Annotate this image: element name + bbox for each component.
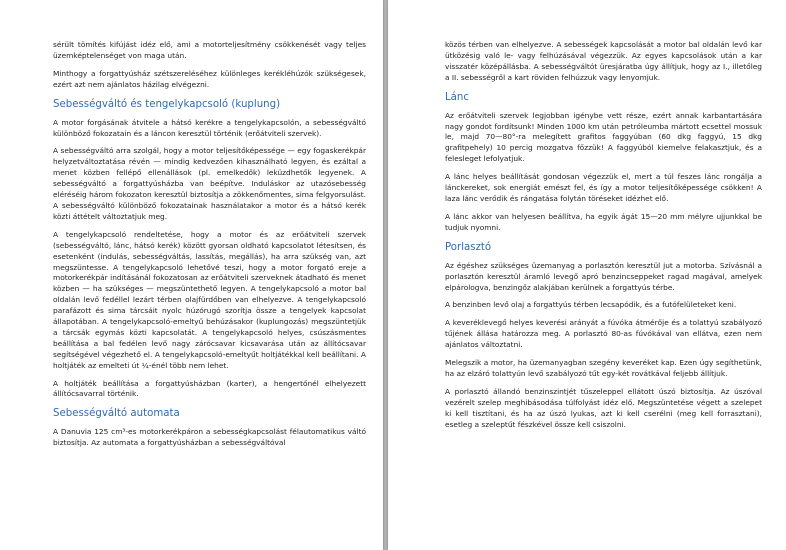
left-page xyxy=(0,0,383,550)
paragraph: A Danuvia 125 cm³-es motorkerékpáron a sebességkapcsolást félautomatikus váltó biztosítja. Az automata a forgattyúsházban a sebességváltóval xyxy=(53,427,366,448)
left-page-content xyxy=(53,40,366,456)
paragraph: A sebességváltó arra szolgál, hogy a motor teljesítőképessége — egy fogaskerékpár helyzetváltoztatása révén — mindig kedvezően kihasználható legyen, és ezáltal a menet közben fellépő ellenállások (pl. emelkedők) leküzdhetők legyenek. A sebességváltó a forgattyúsházba van beépítve. Induláskor az utazósebesség eléréséig három fokozaton keresztül biztosítja a zökkenőmentes, sima felgyorsulást. A sebességváltó különböző fokozatainak használatakor a motor és a hátsó kerék közti áttételt változtatjuk meg. xyxy=(53,146,366,221)
paragraph: közös térben van elhelyezve. A sebességek kapcsolását a motor bal oldalán levő kar ütközésig való le- vagy felhúzásával végezzük. Az egyes kapcsolások után a kar visszatér középállásba. A sebességváltót üresjáratba úgy állítjuk, hogy az I., illetőleg a II. sebességről a kart röviden felhúzzuk vagy lenyomjuk. xyxy=(445,40,762,82)
paragraph: sérült tömítés kifújást idéz elő, ami a motorteljesítmény csökkenését vagy teljes üzemképtelenséget von maga után. xyxy=(53,40,366,60)
section-heading: Lánc xyxy=(445,91,469,103)
paragraph: A benzinben levő olaj a forgattyús térben lecsapódik, és a futófelületeket keni. xyxy=(445,300,737,310)
paragraph: A keveréklevegő helyes keverési arányát a fúvóka átmérője és a tolattyú szabályozó tűjének állása határozza meg. A porlasztó 80-as fúvókával van ellátva, ezen nem ajánlatos változtatni. xyxy=(445,318,762,350)
section-heading: Sebességváltó automata xyxy=(53,408,180,420)
paragraph: A porlasztó állandó benzinszintjét tűszeleppel ellátott úszó biztosítja. Az úszóval vezérelt szelep meghibásodása túlfolyást idéz elő. Megszüntetése végett a szelepet ki kell tisztítani, és ha az úszó lyukas, azt ki kell cserélni (meg kell forrasztani), esetleg a szeleptűt fészkével össze kell csiszolni. xyxy=(445,386,762,429)
paragraph: Melegszik a motor, ha üzemanyagban szegény keveréket kap. Ezen úgy segíthetünk, ha az elzáró tolattyún levő szabályozó tűt egy-két rovátkával feljebb állítjuk. xyxy=(445,358,762,378)
paragraph: A motor forgásának átvitele a hátsó kerékre a tengelykapcsolón, a sebességváltó különböző fokozatain és a láncon keresztül történik (erőátviteli szervek). xyxy=(53,117,366,138)
paragraph: A lánc helyes beállítását gondosan végezzük el, mert a túl feszes lánc rongálja a lánckereket, sok energiát emészt fel, és így a motor teljesítőképessége csökken! A laza lánc verődik és rángatása folytán töréseket idézhet elő. xyxy=(445,172,762,203)
right-page xyxy=(388,0,786,550)
paragraph: A lánc akkor van helyesen beállítva, ha egyik ágát 15—20 mm mélyre ujjunkkal be tudjuk nyomni. xyxy=(445,211,762,232)
paragraph: A tengelykapcsoló rendeltetése, hogy a motor és az erőátviteli szervek (sebességváltó, lánc, hátsó kerék) között gyorsan oldható kapcsolatot létesítsen, és esetenként (indulás, sebességváltás, lassítás, megállás), ha arra szükség van, azt megszüntesse. A tengelykapcsoló lehetővé teszi, hogy a motor forgató ereje a motorkerékpár indításánál fokozatosan az erőátviteli szerveknek átadható és menet közben — ha szükséges — megszüntethető legyen. A tengelykapcsoló a motor bal oldalán levő fedéllel lezárt térben olajfürdőben van elhelyezve. A tengelykapcsoló parafázott és sima tárcsáit nyolc húzórugó szorítja össze a tengelyek kapcsolat állapotában. A tengelykapcsoló-emeltyű behúzásakor (kuplungozás) megszüntetjük a tárcsák egymás közti kapcsolatát. A tengelykapcsoló helyes, csúszásmentes beállítása a bal fedélen levő nagy zárócsavar kicsavarása után az állítócsavar segítségével végezhető el. A tengelykapcsoló-emeltyűt holtjátékkal kell beállítani. A holtjáték az emelteti út ¼-énél több nem lehet. xyxy=(53,229,366,370)
paragraph: Az égéshez szükséges üzemanyag a porlasztón keresztül jut a motorba. Szívásnál a porlasztón keresztül áramló levegő apró benzincseppeket ragad magával, amelyek elpárologva, benzingőz alakjában kerülnek a forgattyús térbe. xyxy=(445,260,762,292)
section-heading: Porlasztó xyxy=(445,241,492,253)
paragraph: A holtjáték beállítása a forgattyúsházban (karter), a hengertőnél elhelyezett állítócsavarral történik. xyxy=(53,378,366,399)
paragraph: Minthogy a forgattyúsház szétszereléséhez különleges kerékléhúzók szükségesek, ezért azt nem ajánlatos házilag elvégezni. xyxy=(53,68,366,89)
paragraph: Az erőátviteli szervek legjobban igénybe vett része, ezért annak karbantartására nagy gondot fordítsunk! Minden 1000 km után petróleumba mártott ecsettel mossuk le, majd 70—80°-ra melegített grafitos faggyúban (60 dkg faggyú, 15 dkg grafitpehely) 10 percig mozgatva főzzük! A faggyúból kiemelve felakasztjuk, és a felesleget lefolyatjuk. xyxy=(445,110,762,164)
right-page-content xyxy=(445,40,762,437)
section-heading: Sebességváltó és tengelykapcsoló (kuplung) xyxy=(53,98,281,110)
